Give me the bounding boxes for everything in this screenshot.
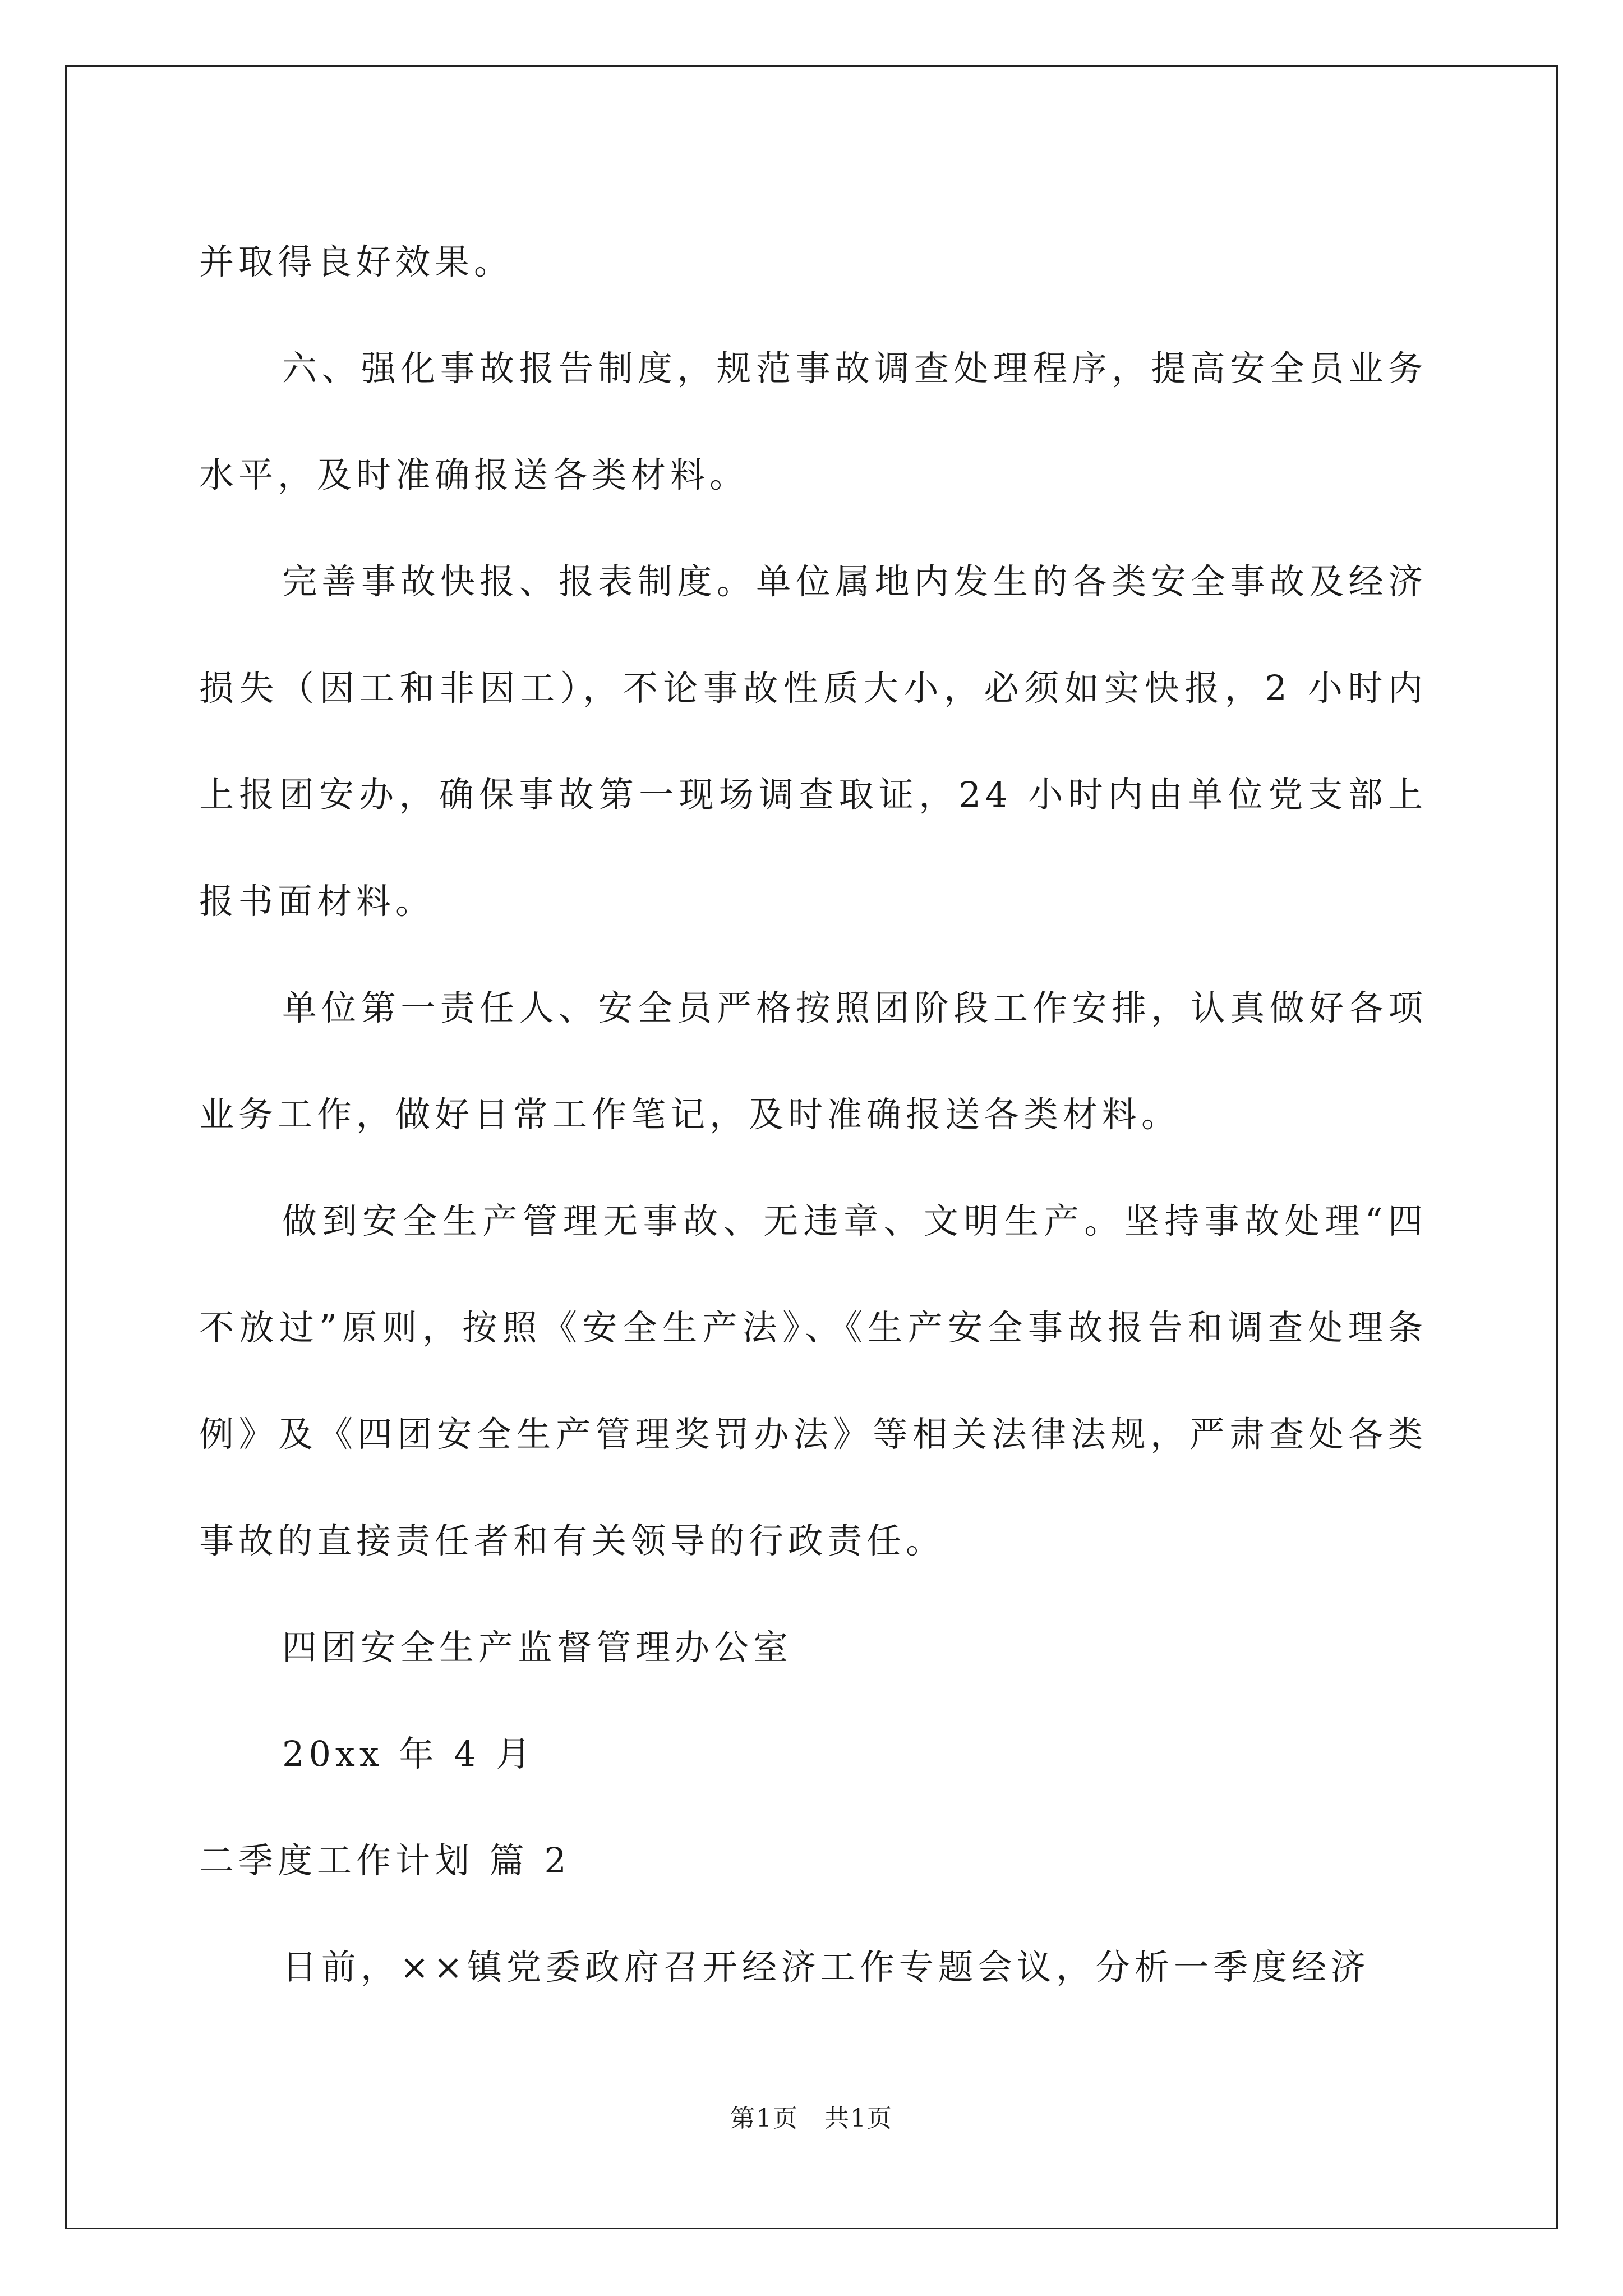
page-footer xyxy=(0,2098,1623,2134)
page-number: 第1页 xyxy=(730,2104,799,2133)
signature-office: 四团安全生产监督管理办公室 xyxy=(282,1627,793,1668)
paragraph-accident-reporting: 完善事故快报、报表制度。单位属地内发生的各类安全事故及经济损失（因工和非因工），不论事故性质大小，必须如实快报，2 小时内上报团安办，确保事故第一现场调查取证，24 小时内由单位党支部上报书面材料。 xyxy=(199,561,1427,922)
paragraph-safety-principles: 做到安全生产管理无事故、无违章、文明生产。坚持事故处理“四不放过”原则，按照《安全生产法》、《生产安全事故报告和调查处理条例》及《四团安全生产管理奖罚办法》等相关法律法规，严肃查处各类事故的直接责任者和有关领导的行政责任。 xyxy=(199,1200,1427,1561)
section-heading: 二季度工作计划 篇 2 xyxy=(199,1840,571,1881)
page-total: 共1页 xyxy=(824,2104,893,2133)
document-body xyxy=(199,209,1427,2021)
paragraph-meeting-intro: 日前，××镇党委政府召开经济工作专题会议，分析一季度经济 xyxy=(282,1947,1370,1987)
paragraph-responsibility: 单位第一责任人、安全员严格按照团阶段工作安排，认真做好各项业务工作，做好日常工作笔记，及时准确报送各类材料。 xyxy=(199,987,1427,1135)
signature-date: 20xx 年 4 月 xyxy=(282,1733,536,1774)
paragraph-continuation: 并取得良好效果。 xyxy=(199,241,514,282)
paragraph-section-six: 六、强化事故报告制度，规范事故调查处理程序，提高安全员业务水平，及时准确报送各类材料。 xyxy=(199,348,1427,495)
